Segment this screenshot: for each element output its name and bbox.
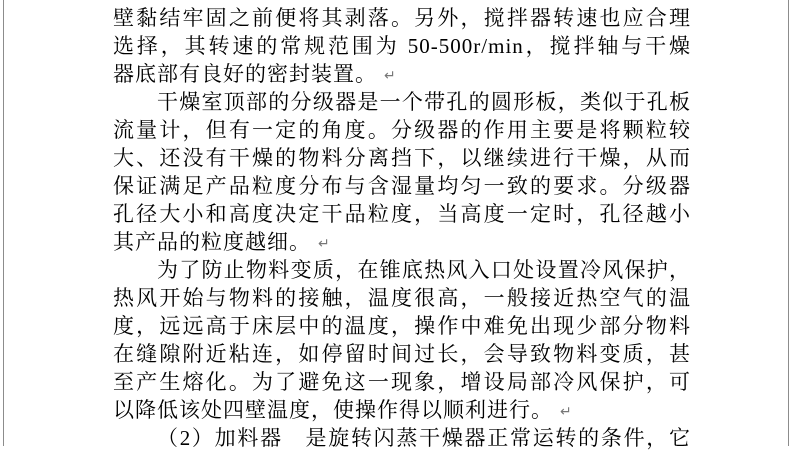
text-line (113, 144, 691, 172)
line-text: 器底部有良好的密封装置。 (113, 62, 377, 86)
text-line (113, 312, 691, 340)
text-line (113, 200, 691, 228)
line-text: 度，远远高于床层中的温度，操作中难免出现少部分物料 (113, 314, 691, 338)
line-text: 以降低该处四壁温度，使操作得以顺利进行。 (113, 398, 553, 422)
text-line (113, 284, 691, 312)
text-line (113, 60, 691, 88)
text-line (113, 116, 691, 144)
line-text: 保证满足产品粒度分布与含湿量均匀一致的要求。分级器 (113, 174, 691, 198)
paragraph-mark-icon: ↵ (318, 236, 330, 252)
line-text: 孔径大小和高度决定干品粒度，当高度一定时，孔径越小 (113, 202, 691, 226)
line-text: （2）加料器 是旋转闪蒸干燥器正常运转的条件，它 (157, 426, 691, 450)
text-line (113, 368, 691, 396)
line-text: 壁黏结牢固之前便将其剥落。另外，搅拌器转速也应合理 (113, 6, 691, 30)
paragraph-mark-icon: ↵ (384, 68, 396, 84)
line-text: 至产生熔化。为了避免这一现象，增设局部冷风保护，可 (113, 370, 691, 394)
text-line (113, 424, 691, 452)
text-line (113, 228, 691, 256)
text-line (113, 88, 691, 116)
text-line (113, 172, 691, 200)
text-line (113, 32, 691, 60)
line-text: 其产品的粒度越细。 (113, 230, 311, 254)
text-line (113, 340, 691, 368)
text-line (113, 396, 691, 424)
line-text: 大、还没有干燥的物料分离挡下，以继续进行干燥，从而 (113, 146, 691, 170)
page-left-edge-line (3, 0, 4, 446)
line-text: 选择，其转速的常规范围为 50-500r/min，搅拌轴与干燥 (113, 34, 691, 58)
line-text: 流量计，但有一定的角度。分级器的作用主要是将颗粒较 (113, 118, 691, 142)
document-text-block (113, 4, 691, 452)
paragraph-mark-icon: ↵ (560, 404, 572, 420)
line-text: 热风开始与物料的接触，温度很高，一般接近热空气的温 (113, 286, 691, 310)
line-text: 为了防止物料变质，在锥底热风入口处设置冷风保护， (157, 258, 691, 282)
page-right-edge-line (788, 0, 789, 446)
line-text: 干燥室顶部的分级器是一个带孔的圆形板，类似于孔板 (157, 90, 691, 114)
text-line (113, 4, 691, 32)
text-line (113, 256, 691, 284)
line-text: 在缝隙附近粘连，如停留时间过长，会导致物料变质，甚 (113, 342, 691, 366)
